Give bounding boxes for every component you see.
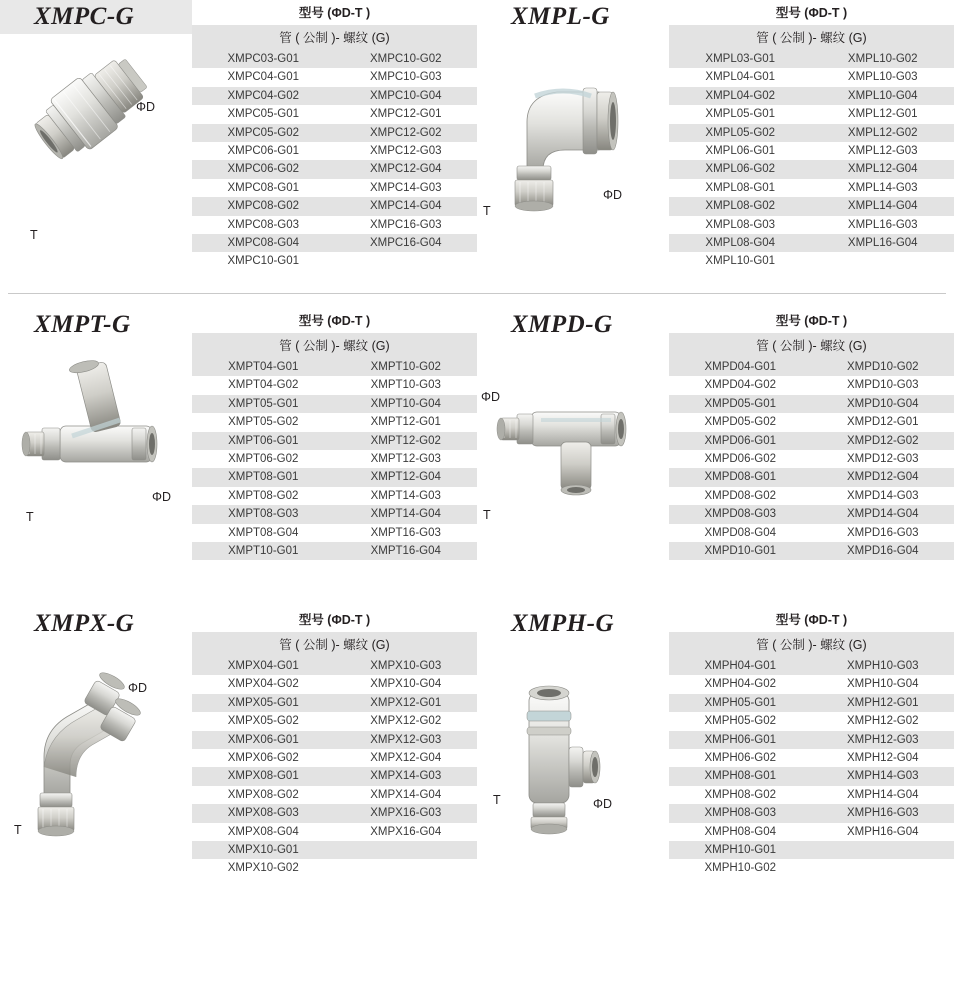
table-row [669,87,954,105]
model-cell: XMPC04-G02 [192,87,335,105]
model-cell: XMPH12-G02 [812,712,954,730]
table-row [669,524,954,542]
model-cell: XMPL06-G02 [669,160,812,178]
model-cell: XMPX12-G03 [335,731,478,749]
model-cell: XMPL14-G03 [812,179,954,197]
table-row [192,87,477,105]
model-cell: XMPH05-G01 [669,694,812,712]
table-row [192,767,477,785]
model-cell: XMPH10-G04 [812,675,954,693]
model-cell: XMPX16-G04 [335,823,478,841]
model-cell: XMPT16-G04 [335,542,478,560]
table-row [192,712,477,730]
table-header-model: 型号 (ΦD-T ) [669,308,954,333]
model-cell: XMPD08-G02 [669,487,812,505]
table-row [192,859,477,877]
model-cell [812,859,954,877]
table-row [192,252,477,270]
label-thread: T [483,508,491,522]
table-row [669,197,954,215]
y-branch-male-icon [0,607,192,857]
table-row [192,749,477,767]
model-cell: XMPX10-G04 [335,675,478,693]
model-table [669,657,954,878]
model-cell: XMPT08-G01 [192,468,335,486]
table-row [192,675,477,693]
model-cell: XMPD08-G04 [669,524,812,542]
label-diameter: ΦD [152,490,172,504]
table-row [192,197,477,215]
model-cell: XMPH14-G03 [812,767,954,785]
model-cell: XMPH05-G02 [669,712,812,730]
model-cell: XMPX14-G04 [335,786,478,804]
model-cell: XMPT16-G03 [335,524,478,542]
model-cell: XMPL12-G02 [812,124,954,142]
model-table [192,358,477,560]
model-cell: XMPX06-G01 [192,731,335,749]
table-row [669,358,954,376]
model-cell: XMPC10-G04 [335,87,478,105]
model-cell: XMPH08-G03 [669,804,812,822]
label-thread: T [26,510,34,524]
model-cell: XMPX04-G02 [192,675,335,693]
label-diameter: ΦD [136,100,156,114]
table-row [192,786,477,804]
model-cell: XMPT05-G02 [192,413,335,431]
model-cell: XMPD10-G01 [669,542,812,560]
model-cell: XMPT08-G03 [192,505,335,523]
model-cell: XMPH12-G03 [812,731,954,749]
label-diameter: ΦD [593,797,613,811]
model-cell: XMPH08-G04 [669,823,812,841]
model-cell: XMPC12-G03 [335,142,478,160]
model-cell: XMPC10-G02 [335,50,478,68]
model-cell: XMPH10-G03 [812,657,954,675]
model-cell: XMPL10-G03 [812,68,954,86]
label-diameter: ΦD [481,390,501,404]
table-row [669,657,954,675]
model-cell: XMPX08-G02 [192,786,335,804]
label-diameter: ΦD [603,188,623,202]
table-row [669,731,954,749]
table-row [669,124,954,142]
model-cell: XMPL08-G04 [669,234,812,252]
model-cell: XMPD10-G02 [812,358,954,376]
table-row [669,712,954,730]
table-row [669,804,954,822]
table-row [192,413,477,431]
table-header-sub: 管 ( 公制 )- 螺纹 (G) [669,25,954,50]
model-cell: XMPC08-G03 [192,216,335,234]
section-xmpd-g [477,308,954,593]
table-header-sub: 管 ( 公制 )- 螺纹 (G) [192,333,477,358]
model-cell: XMPC12-G02 [335,124,478,142]
model-cell: XMPL05-G01 [669,105,812,123]
model-cell: XMPX08-G03 [192,804,335,822]
model-cell: XMPX12-G04 [335,749,478,767]
table-row [192,450,477,468]
banjo-male-connector-icon [477,607,669,857]
model-cell: XMPX10-G03 [335,657,478,675]
model-table-wrap [192,607,477,878]
model-cell: XMPL04-G01 [669,68,812,86]
table-header-model: 型号 (ΦD-T ) [192,607,477,632]
section-row-2 [0,308,954,593]
figure-area [0,0,192,285]
table-row [669,468,954,486]
model-cell: XMPX16-G03 [335,804,478,822]
table-header-sub: 管 ( 公制 )- 螺纹 (G) [192,25,477,50]
table-row [669,749,954,767]
model-cell: XMPC14-G04 [335,197,478,215]
table-header-sub: 管 ( 公制 )- 螺纹 (G) [192,632,477,657]
model-cell: XMPD12-G01 [812,413,954,431]
model-cell: XMPC10-G03 [335,68,478,86]
section-xmpl-g [477,0,954,285]
model-cell: XMPL10-G02 [812,50,954,68]
table-row [192,694,477,712]
table-row [192,542,477,560]
model-cell [335,841,478,859]
model-cell: XMPT10-G03 [335,376,478,394]
section-xmpt-g [0,308,477,593]
model-cell: XMPL10-G04 [812,87,954,105]
run-tee-male-icon [477,308,669,558]
table-header-sub: 管 ( 公制 )- 螺纹 (G) [669,632,954,657]
model-cell: XMPD14-G03 [812,487,954,505]
table-row [192,487,477,505]
table-row [669,142,954,160]
model-cell: XMPT08-G02 [192,487,335,505]
model-table [669,50,954,271]
model-cell: XMPX05-G01 [192,694,335,712]
model-table-wrap [669,0,954,271]
table-row [669,841,954,859]
model-cell: XMPL06-G01 [669,142,812,160]
model-cell: XMPH10-G02 [669,859,812,877]
model-cell: XMPH04-G02 [669,675,812,693]
model-table [192,50,477,271]
model-cell: XMPX05-G02 [192,712,335,730]
model-cell: XMPL08-G01 [669,179,812,197]
model-table [192,657,477,878]
model-cell: XMPD08-G03 [669,505,812,523]
table-row [192,432,477,450]
table-row [192,731,477,749]
model-cell: XMPL08-G03 [669,216,812,234]
table-row [192,216,477,234]
model-cell: XMPD08-G01 [669,468,812,486]
label-thread: T [30,228,38,242]
table-row [669,179,954,197]
straight-male-connector-icon [0,0,192,250]
series-title: XMPT-G [34,311,131,338]
model-cell: XMPT10-G02 [335,358,478,376]
elbow-male-connector-icon [477,0,669,250]
model-cell: XMPC14-G03 [335,179,478,197]
model-cell: XMPH16-G04 [812,823,954,841]
model-cell: XMPX08-G04 [192,823,335,841]
table-row [192,105,477,123]
model-cell: XMPC05-G01 [192,105,335,123]
model-cell: XMPD14-G04 [812,505,954,523]
label-thread: T [14,823,22,837]
table-row [192,160,477,178]
table-row [669,50,954,68]
figure-area [477,308,669,593]
model-cell: XMPC05-G02 [192,124,335,142]
table-row [192,142,477,160]
table-header-model: 型号 (ΦD-T ) [192,308,477,333]
table-row [669,767,954,785]
model-cell [812,841,954,859]
model-cell: XMPC03-G01 [192,50,335,68]
table-row [192,524,477,542]
model-cell: XMPL12-G03 [812,142,954,160]
table-header-model: 型号 (ΦD-T ) [669,0,954,25]
table-row [669,68,954,86]
model-cell: XMPX10-G01 [192,841,335,859]
model-cell: XMPC06-G01 [192,142,335,160]
model-cell: XMPD12-G02 [812,432,954,450]
table-row [669,413,954,431]
model-cell [812,252,954,270]
model-table [669,358,954,560]
model-cell: XMPT10-G04 [335,395,478,413]
table-row [192,505,477,523]
label-thread: T [493,793,501,807]
series-title: XMPC-G [34,3,135,30]
model-cell: XMPD12-G04 [812,468,954,486]
label-diameter: ΦD [128,681,148,695]
model-cell: XMPX14-G03 [335,767,478,785]
model-cell: XMPT14-G04 [335,505,478,523]
model-cell: XMPD05-G01 [669,395,812,413]
section-divider [8,293,946,294]
table-row [669,105,954,123]
model-cell: XMPC04-G01 [192,68,335,86]
model-table-wrap [192,308,477,560]
model-cell: XMPC12-G01 [335,105,478,123]
model-cell: XMPT06-G02 [192,450,335,468]
table-row [192,657,477,675]
model-cell: XMPT12-G01 [335,413,478,431]
table-row [669,450,954,468]
model-cell: XMPC08-G01 [192,179,335,197]
figure-area [0,607,192,897]
series-title: XMPH-G [511,610,614,637]
model-cell: XMPL14-G04 [812,197,954,215]
model-cell: XMPX12-G02 [335,712,478,730]
model-cell: XMPL16-G04 [812,234,954,252]
model-cell: XMPD10-G03 [812,376,954,394]
table-row [192,358,477,376]
model-table-wrap [192,0,477,271]
model-cell: XMPX10-G02 [192,859,335,877]
model-cell: XMPL04-G02 [669,87,812,105]
model-cell: XMPL12-G01 [812,105,954,123]
model-cell: XMPT12-G04 [335,468,478,486]
table-row [669,234,954,252]
model-cell: XMPX08-G01 [192,767,335,785]
model-cell: XMPC16-G03 [335,216,478,234]
section-xmph-g [477,607,954,897]
model-cell: XMPX04-G01 [192,657,335,675]
table-row [192,804,477,822]
model-cell: XMPL08-G02 [669,197,812,215]
table-row [669,542,954,560]
model-cell: XMPT12-G03 [335,450,478,468]
model-cell: XMPD04-G01 [669,358,812,376]
model-cell: XMPL10-G01 [669,252,812,270]
model-cell: XMPC08-G04 [192,234,335,252]
model-cell: XMPL16-G03 [812,216,954,234]
model-cell: XMPH08-G01 [669,767,812,785]
section-row-3 [0,607,954,897]
series-title: XMPX-G [34,610,135,637]
table-row [192,68,477,86]
model-cell [335,859,478,877]
model-table-wrap [669,607,954,878]
table-row [669,216,954,234]
model-cell: XMPT10-G01 [192,542,335,560]
table-row [192,234,477,252]
figure-area [477,0,669,285]
label-thread: T [483,204,491,218]
model-cell: XMPH06-G02 [669,749,812,767]
table-row [669,823,954,841]
model-cell: XMPH16-G03 [812,804,954,822]
model-cell: XMPH10-G01 [669,841,812,859]
table-row [669,376,954,394]
series-title: XMPL-G [511,3,610,30]
section-xmpc-g [0,0,477,285]
table-row [669,859,954,877]
table-row [669,505,954,523]
model-cell: XMPC16-G04 [335,234,478,252]
model-cell: XMPC08-G02 [192,197,335,215]
model-cell: XMPT12-G02 [335,432,478,450]
table-header-model: 型号 (ΦD-T ) [192,0,477,25]
model-cell: XMPD16-G03 [812,524,954,542]
model-cell: XMPD12-G03 [812,450,954,468]
table-row [669,487,954,505]
model-cell: XMPT14-G03 [335,487,478,505]
figure-area [477,607,669,897]
figure-area [0,308,192,593]
table-row [192,395,477,413]
table-row [669,786,954,804]
model-cell: XMPH12-G01 [812,694,954,712]
model-cell: XMPL03-G01 [669,50,812,68]
model-cell: XMPT05-G01 [192,395,335,413]
table-row [669,675,954,693]
model-cell: XMPD16-G04 [812,542,954,560]
model-cell: XMPD06-G02 [669,450,812,468]
model-cell: XMPD10-G04 [812,395,954,413]
model-cell: XMPD06-G01 [669,432,812,450]
model-cell: XMPX12-G01 [335,694,478,712]
model-cell: XMPH06-G01 [669,731,812,749]
model-cell: XMPT04-G02 [192,376,335,394]
table-row [669,395,954,413]
model-cell: XMPD04-G02 [669,376,812,394]
table-row [192,841,477,859]
model-cell: XMPL12-G04 [812,160,954,178]
table-header-sub: 管 ( 公制 )- 螺纹 (G) [669,333,954,358]
model-cell: XMPD05-G02 [669,413,812,431]
model-cell: XMPH08-G02 [669,786,812,804]
table-row [192,124,477,142]
model-cell: XMPC06-G02 [192,160,335,178]
table-row [192,50,477,68]
table-row [669,252,954,270]
table-row [192,468,477,486]
model-table-wrap [669,308,954,560]
model-cell: XMPX06-G02 [192,749,335,767]
table-row [192,376,477,394]
table-row [669,432,954,450]
table-row [192,179,477,197]
model-cell: XMPC10-G01 [192,252,335,270]
model-cell: XMPT04-G01 [192,358,335,376]
section-xmpx-g [0,607,477,897]
table-row [669,160,954,178]
model-cell [335,252,478,270]
model-cell: XMPH12-G04 [812,749,954,767]
model-cell: XMPL05-G02 [669,124,812,142]
table-header-model: 型号 (ΦD-T ) [669,607,954,632]
table-row [192,823,477,841]
model-cell: XMPC12-G04 [335,160,478,178]
model-cell: XMPT06-G01 [192,432,335,450]
section-row-1 [0,0,954,285]
table-row [669,694,954,712]
model-cell: XMPT08-G04 [192,524,335,542]
series-title: XMPD-G [511,311,613,338]
model-cell: XMPH04-G01 [669,657,812,675]
model-cell: XMPH14-G04 [812,786,954,804]
